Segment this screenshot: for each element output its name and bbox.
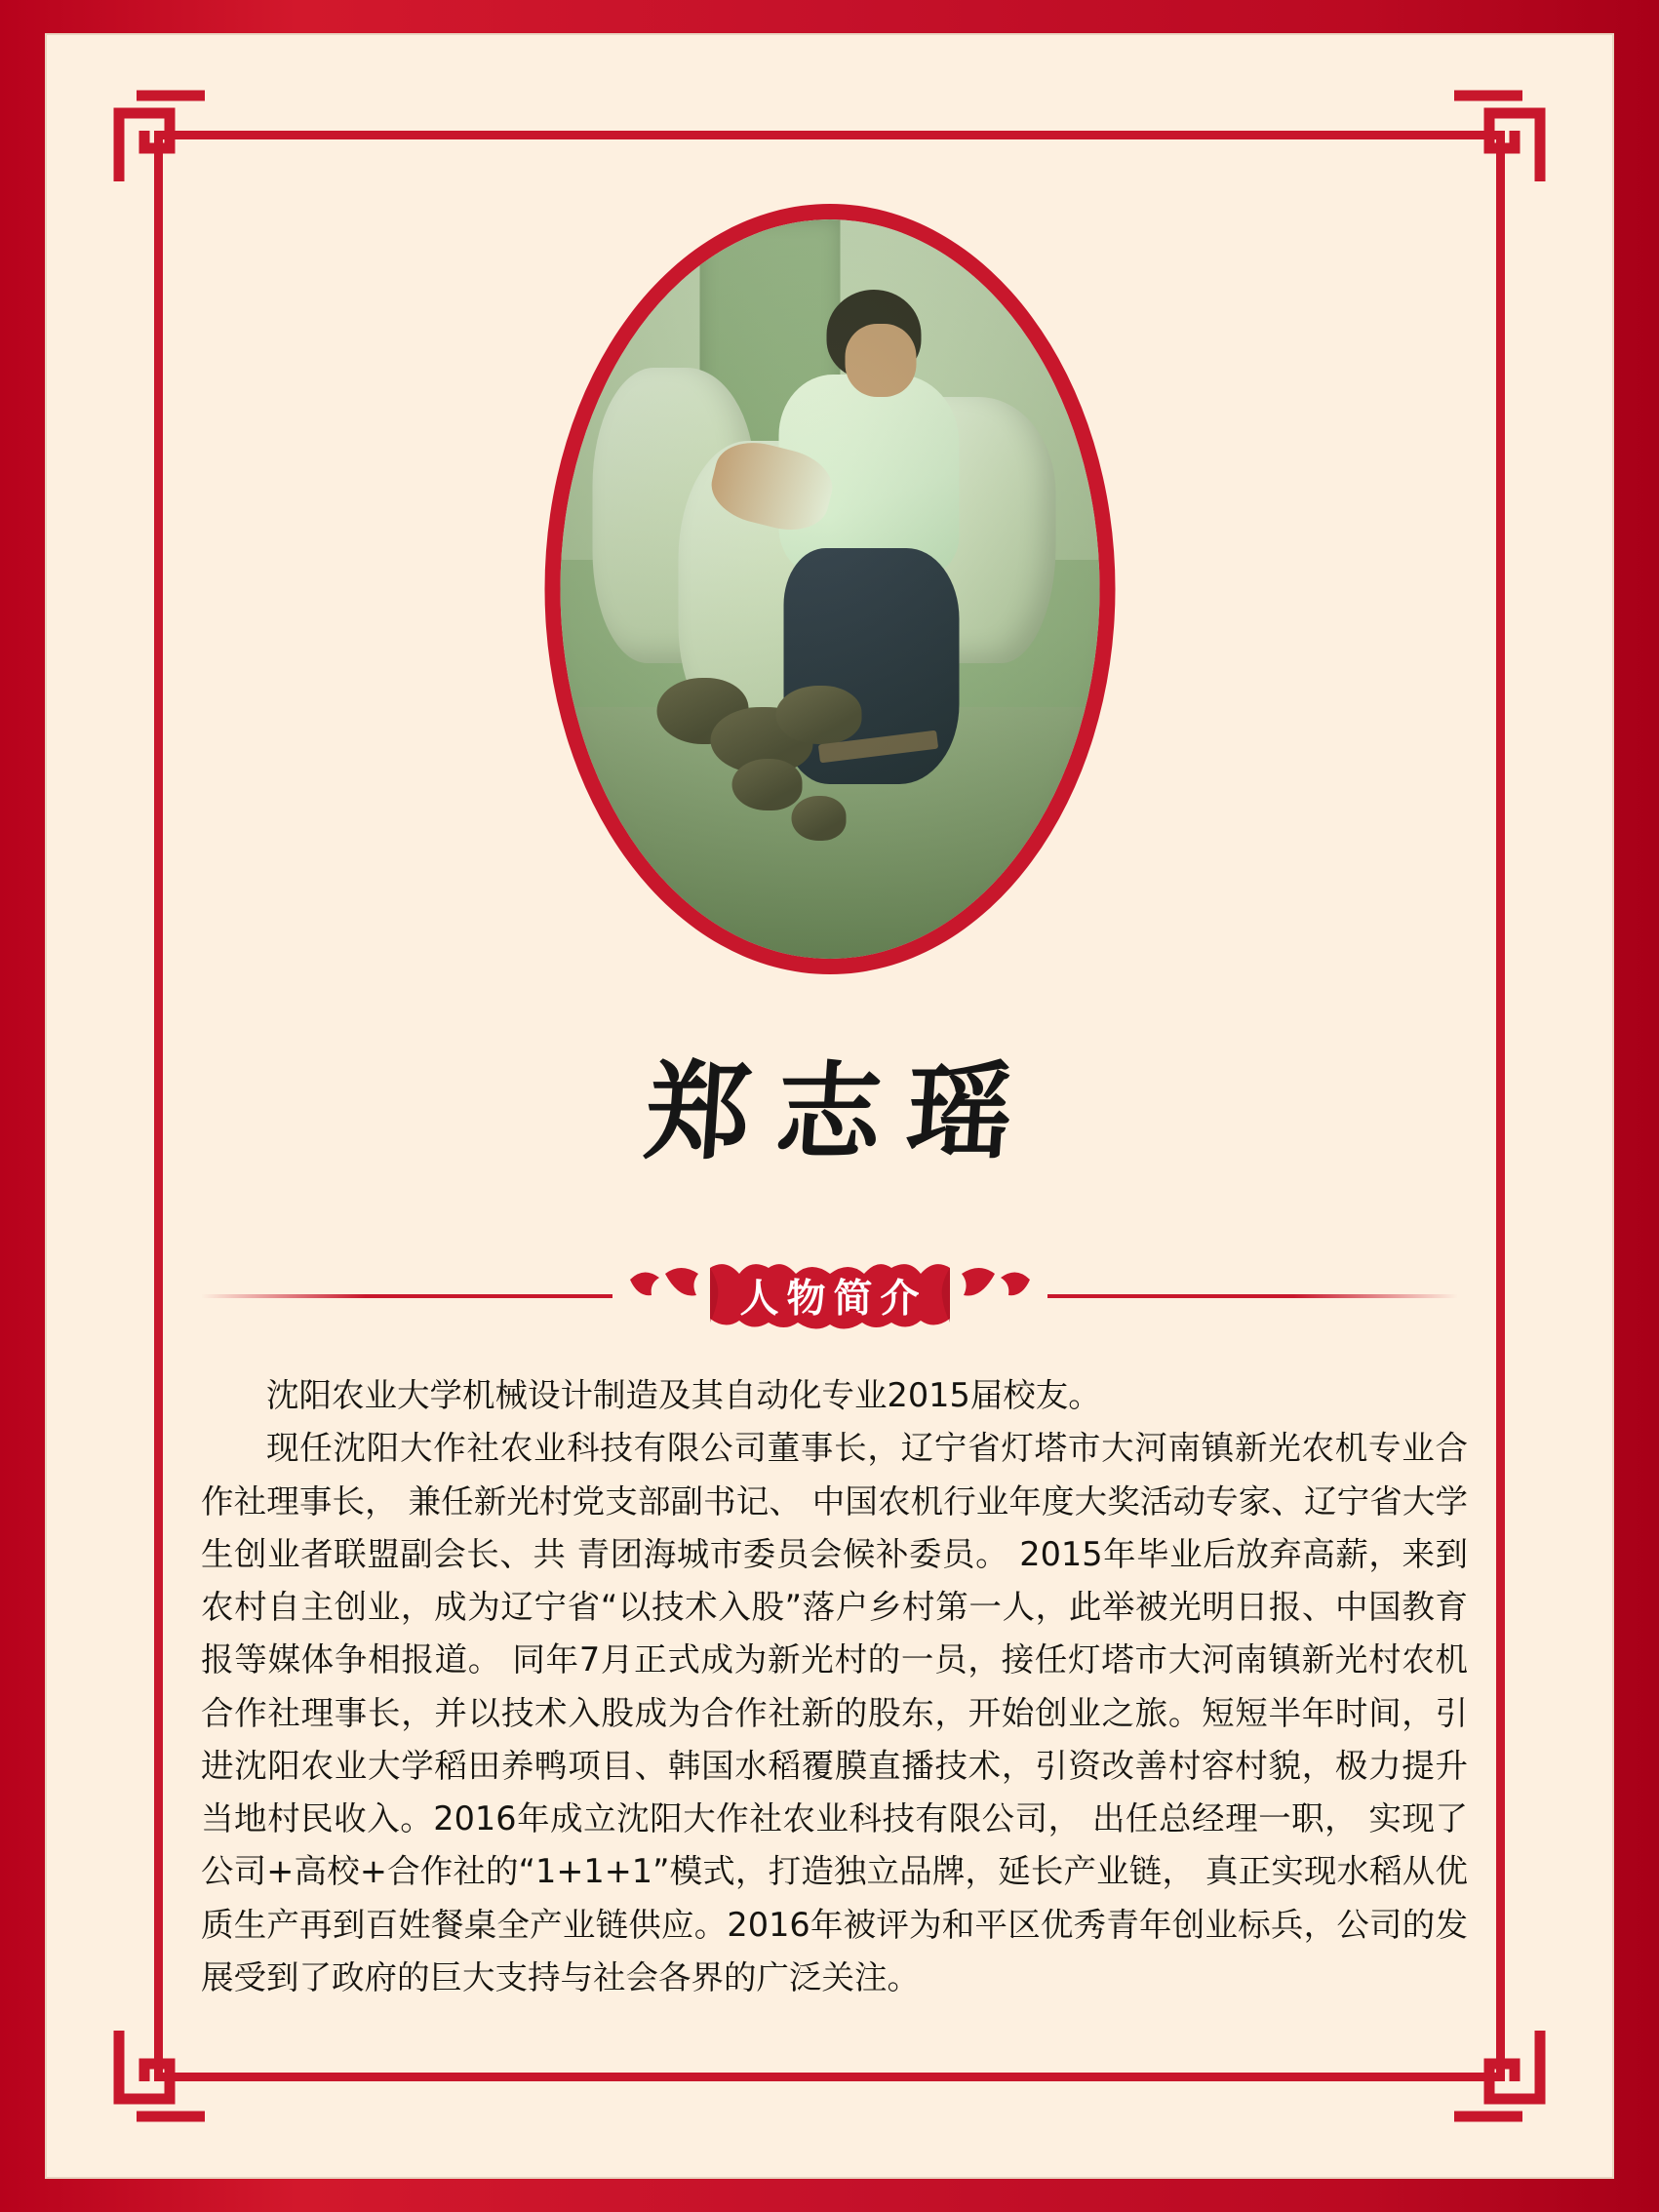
bio-paragraph-2: 现任沈阳大作社农业科技有限公司董事长，辽宁省灯塔市大河南镇新光农机专业合作社理事长， 兼任新光村党支部副书记、 中国农机行业年度大奖活动专家、辽宁省大学生创业者联盟副会长、共 青团海城市委员会候补委员。 2015年毕业后放弃高薪，来到农村自主创业，成为辽宁省“以技术入股”落户乡村第一人，此举被光明日报、中国教育报等媒体争相报道。 同年7月正式成为新光村的一员，接任灯塔市大河南镇新光村农机合作社理事长，并以技术入股成为合作社新的股东，开始创业之旅。短短半年时间，引进沈阳农业大学稻田养鸭项目、韩国水稻覆膜直播技术，引资改善村容村貌，极力提升当地村民收入。2016年成立沈阳大作社农业科技有限公司， 出任总经理一职， 实现了公司+高校+合作社的“1+1+1”模式，打造独立品牌，延长产业链， 真正实现水稻从优质生产再到百姓餐桌全产业链供应。2016年被评为和平区优秀青年创业标兵，公司的发展受到了政府的巨大支持与社会各界的广泛关注。 <box>201 1429 1468 1996</box>
corner-ornament-bottom-left-icon <box>111 2023 213 2124</box>
divider-left <box>201 1294 612 1298</box>
corner-ornament-bottom-right-icon <box>1446 2023 1548 2124</box>
portrait-photo-frame <box>544 204 1115 974</box>
divider-right <box>1047 1294 1459 1298</box>
portrait-photo-image <box>560 219 1099 959</box>
bio-paragraph-1: 沈阳农业大学机械设计制造及其自动化专业2015届校友。 <box>266 1376 1101 1414</box>
person-name: 郑志瑶 <box>641 1051 1043 1174</box>
biography-text <box>201 1369 1468 2004</box>
corner-ornament-top-right-icon <box>1446 88 1548 189</box>
portrait-photo <box>544 204 1115 974</box>
section-header <box>201 1260 1458 1332</box>
corner-ornament-top-left-icon <box>111 88 213 189</box>
poster-panel <box>45 33 1614 2179</box>
section-title: 人物简介 <box>739 1275 928 1322</box>
ribbon-banner-icon <box>620 1260 1040 1332</box>
